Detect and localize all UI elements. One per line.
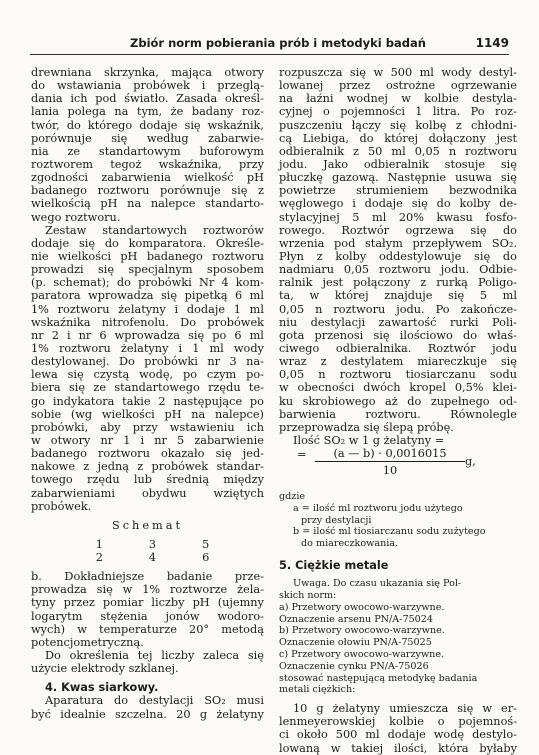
text-line: go indykatora takie 2 następujące po: [31, 394, 264, 408]
schemat-label: Schemat: [111, 518, 183, 532]
text-line: drewniana skrzynka, mająca otwory: [31, 66, 264, 79]
note-line: metali ciężkich:: [279, 684, 356, 696]
schemat-row-2: [31, 551, 264, 564]
schemat-cell: 4: [148, 551, 157, 565]
text-line: porównuje się według zabarwie-: [31, 131, 264, 145]
section-heading: 5. Ciężkie metale: [279, 559, 389, 573]
note: [279, 578, 517, 696]
note-line: Uwaga. Do czasu ukazania się Pol-: [293, 578, 462, 590]
text-line: cą Liebiga, do której dołączony jest: [279, 131, 517, 145]
text-line: rowego. Roztwór ogrzewa się do: [279, 223, 517, 237]
section-heading: 4. Kwas siarkowy.: [45, 681, 159, 695]
text-line: towego rzędu lub średnią między: [31, 473, 264, 487]
note-line: stosować następującą metodykę badania: [279, 672, 478, 684]
note-line: Oznaczenie ołowiu PN/A-75025: [279, 637, 432, 649]
text-line: badanego roztworu okazało się jed-: [31, 447, 264, 461]
text-line: Płyn z kolby oddestylowuje się do: [279, 249, 517, 263]
text-line: Zestaw standartowych roztworów: [45, 223, 264, 237]
paragraph: [31, 649, 264, 675]
note-line: skich norm:: [279, 590, 337, 601]
text-line: probówek.: [31, 499, 92, 513]
text-line: być idealnie szczelna. 20 g żelatyny: [31, 707, 264, 721]
legend-line: a = ilość ml roztworu jodu użytego: [293, 502, 463, 514]
legend-line: gdzie: [279, 491, 306, 503]
text-line: 1% roztworu żelatyny i dodaje 1 ml: [31, 302, 264, 316]
text-line: paratora wprowadza się pipetką 6 ml: [31, 289, 264, 303]
schemat-cell: 6: [202, 551, 210, 565]
text-line: twór, do którego dodaje się wskaźnik,: [31, 118, 264, 132]
text-line: roztworem tegoż wskaźnika, przy: [31, 157, 264, 171]
text-line: lowanej przez ostrożne ogrzewanie: [279, 79, 517, 93]
running-header: [30, 36, 509, 55]
text-line: barwienia roztworu. Równolegle: [279, 407, 517, 421]
formula-unit: g,: [465, 455, 476, 469]
text-line: nr 2 i nr 6 wprowadza się po 6 ml: [31, 328, 264, 342]
text-line: cyjnej o pojemności 1 litra. Po roz-: [279, 105, 517, 119]
paragraph: [31, 66, 264, 224]
formula: [279, 447, 517, 491]
text-line: ralnik jest połączony z rurką Poligo-: [279, 276, 517, 290]
text-line: w obecności dwóch kropel 0,5% klei-: [279, 381, 517, 395]
note-line: b) Przetwory owocowo-warzywne.: [279, 625, 445, 637]
formula-numerator: (a — b) · 0,0016015: [315, 447, 465, 462]
schemat-cell: 3: [148, 537, 157, 551]
text-line: użycie elektrody szklanej.: [31, 662, 179, 676]
text-line: jodu. Jako odbieralnik stosuje się: [279, 157, 517, 171]
text-line: 10 g żelatyny umieszcza się w er-: [293, 702, 517, 716]
note-line: c) Przetwory owocowo-warzywne.: [279, 648, 445, 660]
text-line: przeprowadza się ślepą próbę.: [279, 420, 454, 434]
text-line: lania polega na tym, że badany roz-: [31, 105, 264, 119]
schemat-cell: 5: [202, 537, 210, 551]
schemat-cell: 1: [95, 537, 103, 551]
note-line: Oznaczenie arsenu PN/A-75024: [279, 613, 433, 625]
text-line: prowadzi się specjalnym sposobem: [31, 263, 264, 277]
note-line: Oznaczenie cynku PN/A-75026: [279, 660, 429, 672]
legend-line: b = ilość ml tiosiarczanu sodu zużytego: [293, 526, 486, 538]
text-line: nia ze standartowym buforowym: [31, 144, 264, 158]
text-line: rozpuszcza się w 500 ml wody destyl-: [279, 66, 517, 79]
text-line: Do określenia tej liczby zaleca się: [45, 649, 264, 663]
text-line: tyny przez pomiar liczby pH (ujemny: [31, 596, 264, 610]
text-line: dodaje się do komparatora. Określe-: [31, 236, 264, 250]
text-line: 1% roztworu żelatyny i 1 ml wody: [31, 341, 264, 355]
legend-line: do miareczkowania.: [301, 538, 399, 550]
schemat-row-1: [31, 538, 264, 551]
formula-lead: Ilość SO₂ w 1 g żelatyny =: [293, 433, 445, 447]
text-line: wego roztworu.: [31, 210, 121, 224]
text-line: Aparatura do destylacji SO₂ musi: [45, 694, 264, 708]
left-column: [31, 66, 264, 721]
paragraph: [31, 224, 264, 513]
text-line: wielkością pH na nalepce standarto-: [31, 197, 264, 211]
text-line: biera się ze standartowego rzędu te-: [31, 381, 264, 395]
text-line: stylacyjnej 5 ml 20% kwasu fosfo-: [279, 210, 517, 224]
text-line: wskaźnika nitrofenolu. Do probówek: [31, 315, 264, 329]
text-line: sobie (wg wielkości pH na nalepce): [31, 407, 264, 421]
text-line: (p. schemat); do probówki Nr 4 kom-: [31, 276, 264, 290]
text-line: gota przenosi się ilościowo do właś-: [279, 328, 517, 342]
text-line: do wstawiania probówek i przeglą-: [31, 79, 264, 93]
text-line: logarytm stężenia jonów wodoro-: [31, 609, 264, 623]
text-line: 0,05 n roztworu jodu. Po zakończe-: [279, 302, 517, 316]
paragraph: [279, 66, 517, 434]
text-line: probówki, aby przy wstawieniu ich: [31, 420, 264, 434]
text-line: niu destylacji zawartość rurki Poli-: [279, 315, 517, 329]
text-line: ci około 500 ml dodaje wodę destylo-: [279, 728, 517, 742]
text-line: wych) w temperaturze 20° metodą: [31, 622, 264, 636]
page-number: 1149: [475, 36, 509, 50]
text-line: ciwego odbieralnika. Roztwór jodu: [279, 341, 517, 355]
text-line: w otwory nr 1 i nr 5 zabarwienie: [31, 433, 264, 447]
text-line: węglowego i dodaje się do kolby de-: [279, 197, 517, 211]
text-line: odbieralnik z 50 ml 0,05 n roztworu: [279, 144, 517, 158]
text-line: lewa się czystą wodę, po czym po-: [31, 368, 264, 382]
formula-legend: [279, 491, 517, 550]
text-line: potencjometryczną.: [31, 635, 144, 649]
text-line: nie wielkości pH badanego roztworu: [31, 249, 264, 263]
legend-line: przy destylacji: [301, 514, 372, 526]
text-line: zabarwieniami obydwu wziętych: [31, 486, 264, 500]
schemat-cell: 2: [95, 551, 103, 565]
formula-denominator: 10: [382, 464, 398, 478]
text-line: b. Dokładniejsze badanie prze-: [31, 570, 264, 584]
text-line: lenmeyerowskiej kolbie o pojemnoś-: [279, 715, 517, 729]
text-line: zgodności zabarwienia wielkość pH: [31, 171, 264, 185]
text-line: nakowe z jedną z probówek standar-: [31, 460, 264, 474]
text-line: lowaną w takiej ilości, która byłaby: [279, 741, 517, 755]
note-line: a) Przetwory owocowo-warzywne.: [279, 601, 445, 613]
text-line: ta, w której znajduje się 5 ml: [279, 289, 517, 303]
right-column: [279, 66, 517, 755]
text-line: dania ich pod światło. Zasada określ-: [31, 92, 264, 106]
text-line: płuczkę gazową. Następnie usuwa się: [279, 171, 517, 185]
text-line: badanego roztworu porównuje się z: [31, 184, 264, 198]
text-line: destylowanej. Do probówki nr 3 na-: [31, 355, 264, 369]
text-line: prowadza się w 1% roztworze żela-: [31, 583, 264, 597]
paragraph: [31, 694, 264, 720]
text-line: wrzenia pod stałym przepływem SO₂.: [279, 236, 517, 250]
text-line: 0,05 n roztworu tiosiarczanu sodu: [279, 368, 517, 382]
paragraph: [279, 702, 517, 755]
text-line: na łaźni wodnej w kolbie destyla-: [279, 92, 517, 106]
formula-fraction: [315, 447, 465, 477]
text-line: nadmiaru 0,05 roztworu jodu. Odbie-: [279, 263, 517, 277]
text-line: wraz z destylatem miareczkuje się: [279, 355, 517, 369]
header-title: Zbiór norm pobierania prób i metodyki badań: [130, 36, 426, 50]
text-line: powietrze strumieniem bezwodnika: [279, 184, 517, 198]
text-line: puszczeniu łączy się kolbę z chłodni-: [279, 118, 517, 132]
paragraph: [31, 570, 264, 649]
formula-equals: =: [297, 448, 307, 462]
text-line: ku skrobiowego aż do zupełnego od-: [279, 394, 517, 408]
